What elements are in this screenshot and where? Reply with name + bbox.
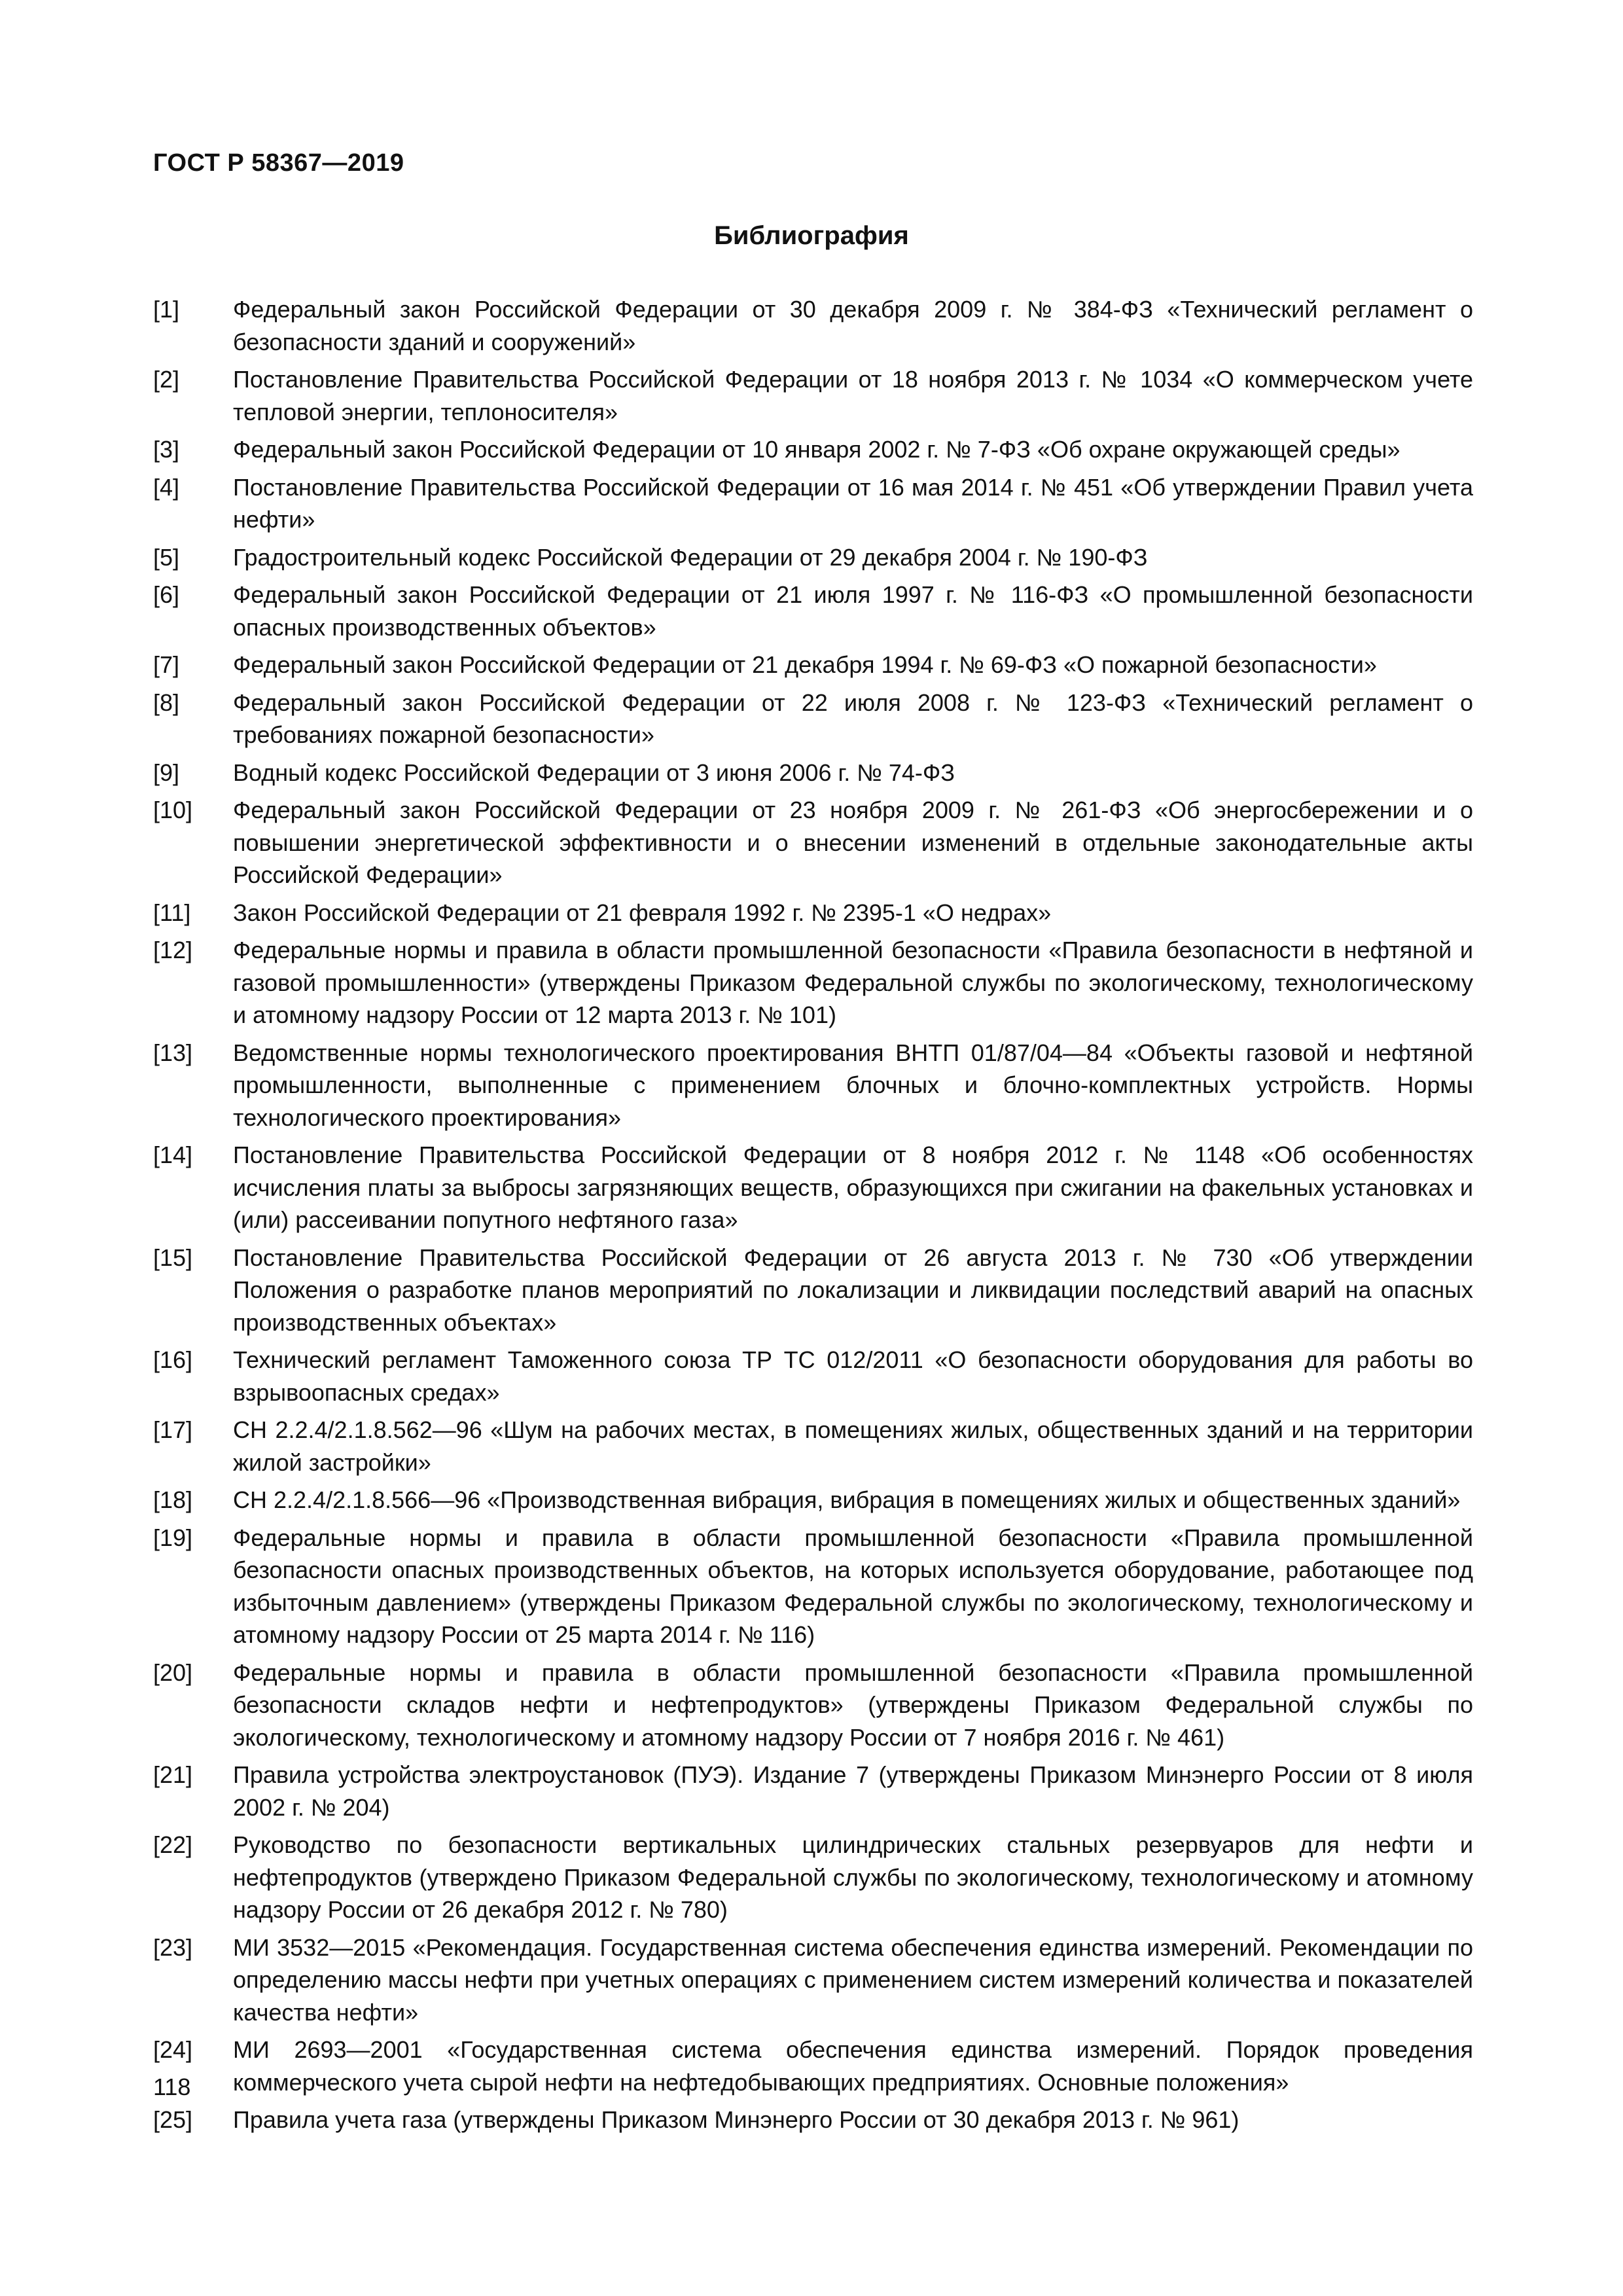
bibliography-entry bbox=[153, 1657, 1473, 1754]
entry-text: Федеральные нормы и правила в области промышленной безопасности «Правила безопасности в нефтяной и газовой промышленности» (утверждены Приказом Федеральной службы по экологическому, технологическому и атомному надзору России от 12 марта 2013 г. № 101) bbox=[233, 937, 1473, 1028]
entry-text: Градостроительный кодекс Российской Федерации от 29 декабря 2004 г. № 190-ФЗ bbox=[233, 543, 1148, 571]
entry-number: [13] bbox=[153, 1039, 193, 1066]
entry-number: [2] bbox=[153, 366, 180, 393]
entry-text: Правила устройства электроустановок (ПУЭ). Издание 7 (утверждены Приказом Минэнерго России от 8 июля 2002 г. № 204) bbox=[233, 1761, 1473, 1821]
bibliography-entry bbox=[153, 1242, 1473, 1339]
entry-number: [7] bbox=[153, 651, 180, 678]
bibliography-entry bbox=[153, 757, 1473, 789]
entry-text: Федеральный закон Российской Федерации от 22 июля 2008 г. № 123-ФЗ «Технический регламент о требованиях пожарной безопасности» bbox=[233, 689, 1473, 748]
bibliography-entry bbox=[153, 363, 1473, 428]
entry-text: Ведомственные нормы технологического проектирования ВНТП 01/87/04—84 «Объекты газовой и нефтяной промышленности, выполненные с применением блочных и блочно-комплектных устройств. Нормы технологического проектирования» bbox=[233, 1039, 1473, 1131]
entry-text: Федеральный закон Российской Федерации от 21 декабря 1994 г. № 69-ФЗ «О пожарной безопасности» bbox=[233, 651, 1377, 678]
entry-text: Федеральные нормы и правила в области промышленной безопасности «Правила промышленной безопасности опасных производственных объектов, на которых используется оборудование, работающее под избыточным давлением» (утверждены Приказом Федеральной службы по экологическому, технологическому и атомному надзору России от 25 марта 2014 г. № 116) bbox=[233, 1524, 1473, 1648]
entry-number: [8] bbox=[153, 689, 180, 716]
entry-text: Постановление Правительства Российской Федерации от 16 мая 2014 г. № 451 «Об утверждении Правил учета нефти» bbox=[233, 473, 1473, 533]
bibliography-entry bbox=[153, 897, 1473, 929]
bibliography-entry bbox=[153, 1931, 1473, 2029]
bibliography-entry bbox=[153, 1759, 1473, 1823]
bibliography-entry bbox=[153, 1414, 1473, 1479]
entry-number: [16] bbox=[153, 1346, 193, 1373]
entry-text: Технический регламент Таможенного союза ТР ТС 012/2011 «О безопасности оборудования для работы во взрывоопасных средах» bbox=[233, 1346, 1473, 1406]
entry-number: [1] bbox=[153, 296, 180, 323]
bibliography-entry bbox=[153, 471, 1473, 536]
entry-text: Постановление Правительства Российской Федерации от 26 августа 2013 г. № 730 «Об утверждении Положения о разработке планов мероприятий по локализации и ликвидации последствий аварий на опасных производственных объектах» bbox=[233, 1244, 1473, 1336]
bibliography-entry bbox=[153, 1522, 1473, 1651]
entry-number: [11] bbox=[153, 899, 191, 926]
entry-text: Водный кодекс Российской Федерации от 3 июня 2006 г. № 74-ФЗ bbox=[233, 759, 955, 786]
entry-text: Закон Российской Федерации от 21 февраля 1992 г. № 2395-1 «О недрах» bbox=[233, 899, 1052, 926]
entry-text: Федеральный закон Российской Федерации от 10 января 2002 г. № 7-ФЗ «Об охране окружающей среды» bbox=[233, 436, 1400, 463]
bibliography-entry bbox=[153, 579, 1473, 643]
entry-number: [5] bbox=[153, 543, 180, 571]
bibliography-entry bbox=[153, 2034, 1473, 2098]
document-code: ГОСТ Р 58367—2019 bbox=[153, 149, 404, 177]
bibliography-entry bbox=[153, 1344, 1473, 1408]
entry-text: Федеральные нормы и правила в области промышленной безопасности «Правила промышленной безопасности складов нефти и нефтепродуктов» (утверждены Приказом Федеральной службы по экологическому, технологическому и атомному надзору России от 7 ноября 2016 г. № 461) bbox=[233, 1659, 1473, 1751]
entry-number: [25] bbox=[153, 2106, 193, 2133]
entry-number: [3] bbox=[153, 436, 180, 463]
entry-text: Правила учета газа (утверждены Приказом Минэнерго России от 30 декабря 2013 г. № 961) bbox=[233, 2106, 1240, 2133]
bibliography-entry bbox=[153, 687, 1473, 751]
entry-text: Федеральный закон Российской Федерации от 23 ноября 2009 г. № 261-ФЗ «Об энергосбережении и о повышении энергетической эффективности и о внесении изменений в отдельные законодательные акты Российской Федерации» bbox=[233, 797, 1473, 888]
entry-text: Постановление Правительства Российской Федерации от 18 ноября 2013 г. № 1034 «О коммерческом учете тепловой энергии, теплоносителя» bbox=[233, 366, 1473, 425]
bibliography-entry bbox=[153, 2104, 1473, 2136]
bibliography-entry bbox=[153, 541, 1473, 574]
bibliography-entry bbox=[153, 293, 1473, 358]
bibliography-entry bbox=[153, 794, 1473, 891]
entry-number: [22] bbox=[153, 1831, 193, 1858]
entry-number: [23] bbox=[153, 1933, 193, 1961]
entry-number: [15] bbox=[153, 1244, 193, 1271]
entry-text: Руководство по безопасности вертикальных цилиндрических стальных резервуаров для нефти и нефтепродуктов (утверждено Приказом Федеральной службы по экологическому, технологическому и атомному надзору России от 26 декабря 2012 г. № 780) bbox=[233, 1831, 1473, 1923]
entry-number: [10] bbox=[153, 797, 193, 823]
entry-text: МИ 2693—2001 «Государственная система обеспечения единства измерений. Порядок проведения коммерческого учета сырой нефти на нефтедобывающих предприятиях. Основные положения» bbox=[233, 2036, 1473, 2096]
entry-number: [6] bbox=[153, 581, 180, 608]
entry-text: МИ 3532—2015 «Рекомендация. Государственная система обеспечения единства измерений. Рекомендации по определению массы нефти при учетных операциях с применением систем измерений количества и показателей качества нефти» bbox=[233, 1933, 1473, 2026]
entry-number: [18] bbox=[153, 1486, 193, 1513]
entry-number: [19] bbox=[153, 1524, 193, 1551]
entry-number: [4] bbox=[153, 473, 180, 501]
entry-number: [14] bbox=[153, 1141, 193, 1168]
entry-text: СН 2.2.4/2.1.8.566—96 «Производственная вибрация, вибрация в помещениях жилых и общественных зданий» bbox=[233, 1486, 1461, 1513]
bibliography-entry bbox=[153, 649, 1473, 681]
entry-text: Федеральный закон Российской Федерации от 30 декабря 2009 г. № 384-ФЗ «Технический регламент о безопасности зданий и сооружений» bbox=[233, 296, 1473, 355]
entry-text: Федеральный закон Российской Федерации от 21 июля 1997 г. № 116-ФЗ «О промышленной безопасности опасных производственных объектов» bbox=[233, 581, 1473, 641]
entry-text: СН 2.2.4/2.1.8.562—96 «Шум на рабочих местах, в помещениях жилых, общественных зданий и на территории жилой застройки» bbox=[233, 1416, 1473, 1476]
bibliography-entry bbox=[153, 934, 1473, 1031]
bibliography-list bbox=[153, 293, 1473, 2142]
entry-number: [24] bbox=[153, 2036, 193, 2063]
bibliography-entry bbox=[153, 1829, 1473, 1926]
entry-number: [21] bbox=[153, 1761, 193, 1788]
entry-number: [17] bbox=[153, 1416, 193, 1443]
page-number: 118 bbox=[153, 2073, 191, 2100]
bibliography-entry bbox=[153, 433, 1473, 466]
entry-number: [12] bbox=[153, 937, 193, 963]
bibliography-entry bbox=[153, 1139, 1473, 1236]
bibliography-entry bbox=[153, 1037, 1473, 1134]
entry-text: Постановление Правительства Российской Федерации от 8 ноября 2012 г. № 1148 «Об особенностях исчисления платы за выбросы загрязняющих веществ, образующихся при сжигании на факельных установках и (или) рассеивании попутного нефтяного газа» bbox=[233, 1141, 1473, 1233]
bibliography-entry bbox=[153, 1484, 1473, 1516]
entry-number: [9] bbox=[153, 759, 180, 786]
entry-number: [20] bbox=[153, 1659, 193, 1686]
page-title: Библиография bbox=[714, 221, 909, 250]
